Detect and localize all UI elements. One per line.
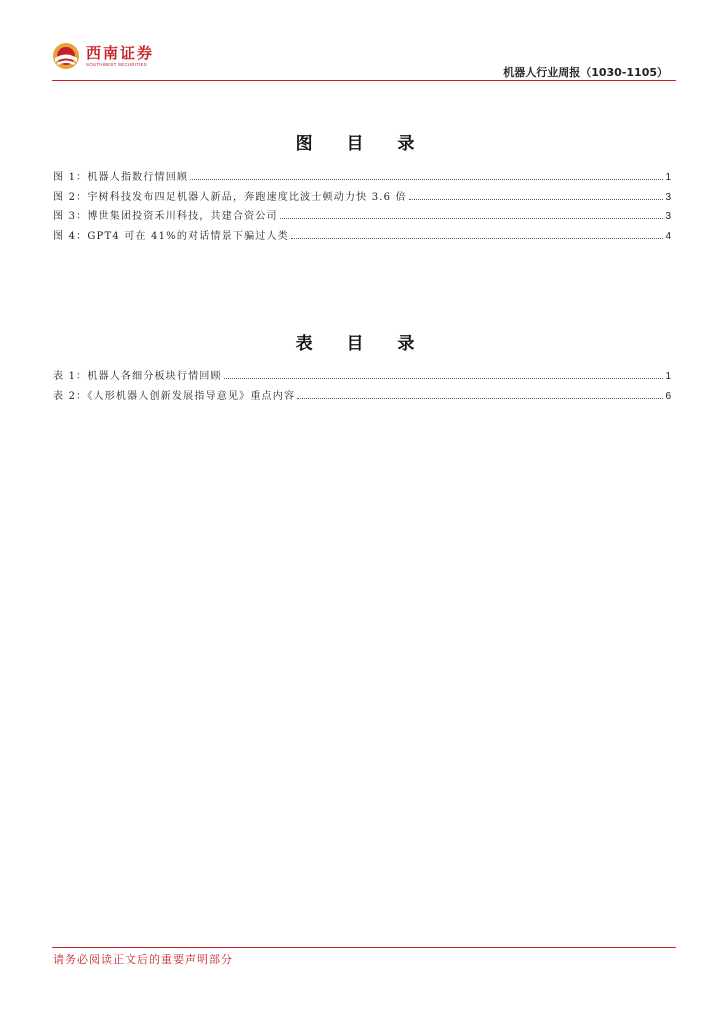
toc-entry-label: 表 1：机器人各细分板块行情回顾 xyxy=(53,371,222,382)
toc-entry-page: 3 xyxy=(665,211,671,223)
toc-entry[interactable] xyxy=(53,168,671,188)
logo-chinese-name: 西南证券 xyxy=(86,44,155,62)
logo-english-name: SOUTHWEST SECURITIES xyxy=(86,62,147,67)
toc-leader-dots xyxy=(280,217,664,219)
toc-leader-dots xyxy=(409,198,664,200)
toc-leader-dots xyxy=(297,397,663,399)
toc-entry-page: 1 xyxy=(665,172,671,183)
toc-entry[interactable] xyxy=(53,367,671,387)
toc-leader-dots xyxy=(291,237,664,239)
toc-entry[interactable] xyxy=(53,188,671,208)
toc-leader-dots xyxy=(190,178,663,180)
toc-leader-dots xyxy=(224,377,664,379)
toc-entry-page: 3 xyxy=(665,191,671,203)
toc-entry-label: 图 4：GPT4 可在 41%的对话情景下骗过人类 xyxy=(53,230,289,242)
figures-toc-list xyxy=(53,168,671,246)
toc-entry-label: 图 3：博世集团投资禾川科技，共建合资公司 xyxy=(53,211,278,223)
page-header xyxy=(52,40,676,82)
report-title: 机器人行业周报（1030-1105） xyxy=(503,66,668,79)
toc-entry-page: 4 xyxy=(665,230,671,242)
company-logo xyxy=(52,42,154,70)
toc-entry[interactable] xyxy=(53,387,671,407)
toc-entry-label: 表 2：《人形机器人创新发展指导意见》重点内容 xyxy=(53,390,296,402)
header-divider xyxy=(52,80,676,81)
toc-entry-label: 图 2：宇树科技发布四足机器人新品，奔跑速度比波士顿动力快 3.6 倍 xyxy=(53,191,407,203)
tables-toc-list xyxy=(53,367,671,406)
footer-divider xyxy=(52,947,676,948)
toc-entry[interactable] xyxy=(53,207,671,227)
logo-sun-icon xyxy=(52,42,80,70)
tables-toc-title: 表 目 录 xyxy=(295,334,429,354)
toc-entry-page: 1 xyxy=(665,371,671,382)
footer-notice: 请务必阅读正文后的重要声明部分 xyxy=(53,953,233,966)
toc-entry[interactable] xyxy=(53,227,671,247)
toc-entry-page: 6 xyxy=(665,390,671,402)
figures-toc-title: 图 目 录 xyxy=(295,134,429,154)
toc-entry-label: 图 1：机器人指数行情回顾 xyxy=(53,172,189,183)
